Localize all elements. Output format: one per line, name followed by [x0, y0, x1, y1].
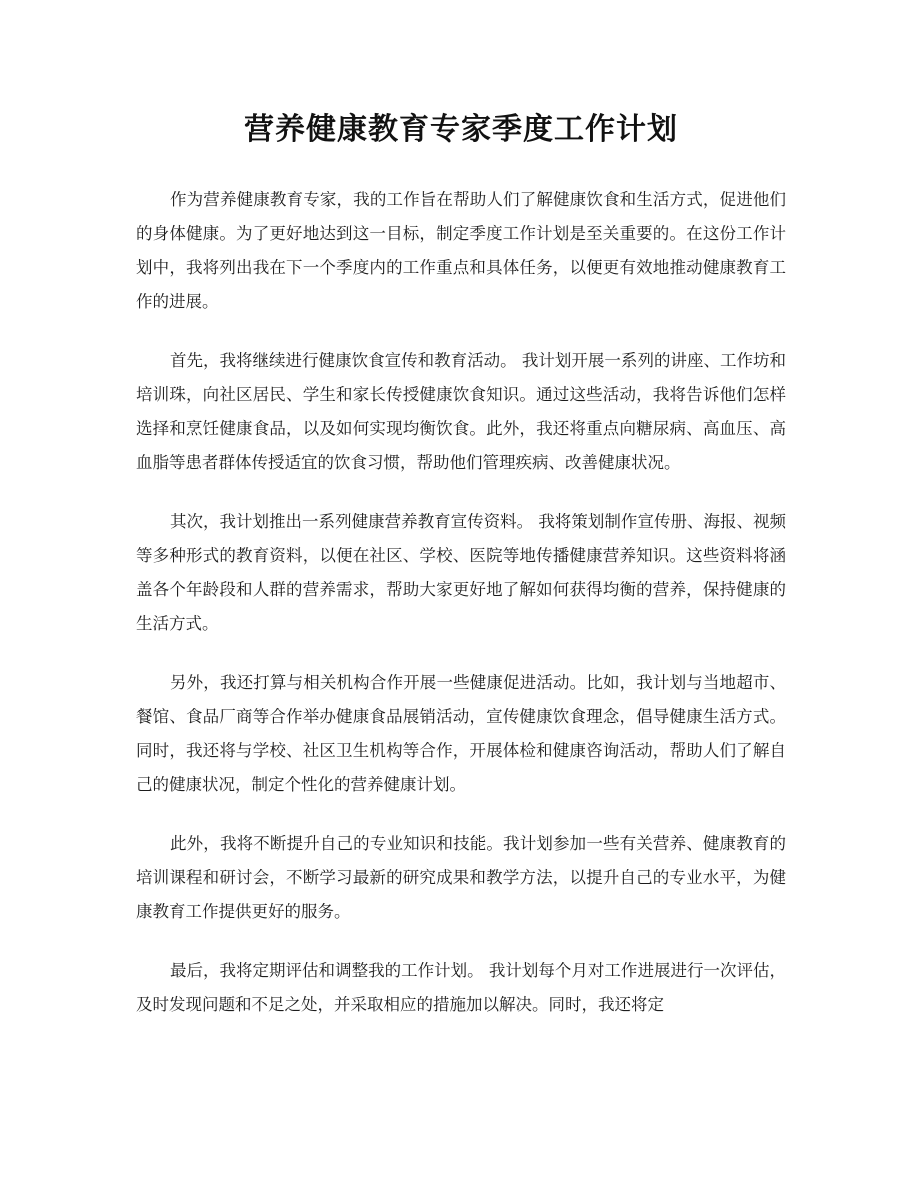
- document-title: 营养健康教育专家季度工作计划: [244, 112, 678, 147]
- document-page: [136, 0, 786, 1047]
- document-body: [136, 183, 786, 1022]
- paragraph-second: 其次，我计划推出一系列健康营养教育宣传资料。 我将策划制作宣传册、海报、视频等多种形式的教育资料，以便在社区、学校、医院等地传播健康营养知识。这些资料将涵盖各个年龄段和人群的营养需求，帮助大家更好地了解如何获得均衡的营养，保持健康的生活方式。: [136, 512, 786, 633]
- paragraph-first: 首先，我将继续进行健康饮食宣传和教育活动。 我计划开展一系列的讲座、工作坊和培训珠，向社区居民、学生和家长传授健康饮食知识。通过这些活动，我将告诉他们怎样选择和烹饪健康食品，以及如何实现均衡饮食。此外，我还将重点向糖尿病、高血压、高血脂等患者群体传授适宜的饮食习惯，帮助他们管理疾病、改善健康状况。: [136, 351, 786, 472]
- paragraph-fourth: 此外，我将不断提升自己的专业知识和技能。我计划参加一些有关营养、健康教育的培训课程和研讨会，不断学习最新的研究成果和教学方法，以提升自己的专业水平，为健康教育工作提供更好的服务。: [136, 834, 786, 921]
- paragraph-intro: 作为营养健康教育专家，我的工作旨在帮助人们了解健康饮食和生活方式，促进他们的身体健康。为了更好地达到这一目标，制定季度工作计划是至关重要的。在这份工作计划中，我将列出我在下一个季度内的工作重点和具体任务，以便更有效地推动健康教育工作的进展。: [136, 190, 786, 311]
- paragraph-final: 最后，我将定期评估和调整我的工作计划。 我计划每个月对工作进展进行一次评估，及时发现问题和不足之处，并采取相应的措施加以解决。同时，我还将定: [136, 961, 786, 1014]
- paragraph-third: 另外，我还打算与相关机构合作开展一些健康促进活动。比如，我计划与当地超市、餐馆、食品厂商等合作举办健康食品展销活动，宣传健康饮食理念，倡导健康生活方式。同时，我还将与学校、社区卫生机构等合作，开展体检和健康咨询活动，帮助人们了解自己的健康状况，制定个性化的营养健康计划。: [136, 673, 786, 794]
